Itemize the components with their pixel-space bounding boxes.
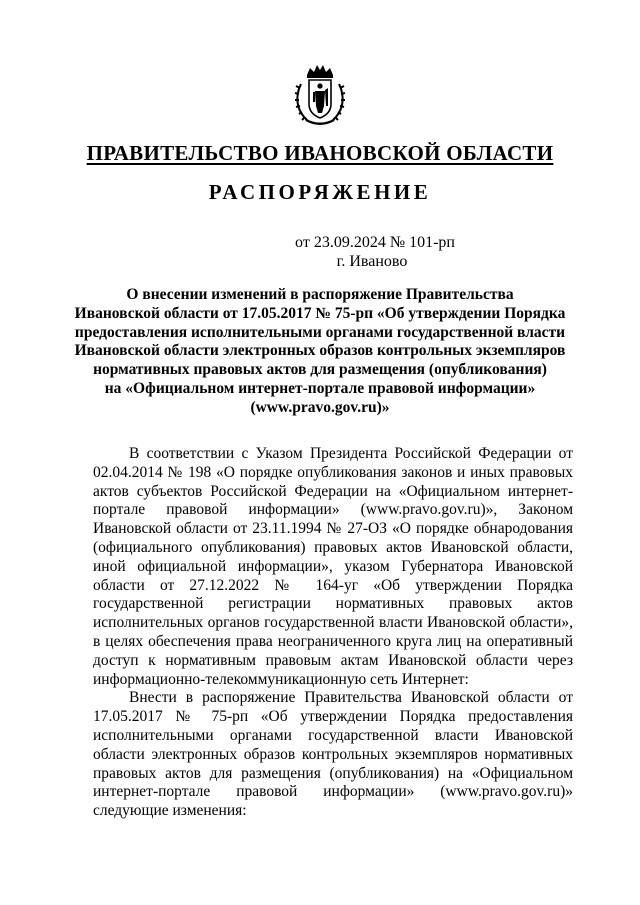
document-city: г. Иваново: [336, 253, 408, 270]
subject-line: (www.pravo.gov.ru)»: [250, 398, 390, 416]
ivanovo-coat-of-arms-icon: [293, 62, 347, 128]
subject-line: нормативных правовых актов для размещения (опубликования): [93, 361, 547, 379]
document-type: РАСПОРЯЖЕНИЕ: [208, 180, 432, 204]
document-body: [93, 445, 573, 821]
government-title: ПРАВИТЕЛЬСТВО ИВАНОВСКОЙ ОБЛАСТИ: [86, 141, 554, 165]
subject-line: О внесении изменений в распоряжение Правительства: [126, 286, 514, 303]
subject-line: предоставления исполнительными органами государственной власти: [74, 323, 566, 341]
body-paragraph: Внести в распоряжение Правительства Ивановской области от 17.05.2017 № 75-рп «Об утверждении Порядка предоставления исполнительными органами государственной власти Ивановской области электронных образов контрольных экземпляров нормативных правовых актов для размещения (опубликования) на «Официальном интернет-портале правовой информации» (www.pravo.gov.ru)» следующие изменения:: [93, 689, 573, 820]
body-paragraph: В соответствии с Указом Президента Российской Федерации от 02.04.2014 № 198 «О порядке опубликования законов и иных правовых актов субъектов Российской Федерации на «Официальном интернет-портале правовой информации» (www.pravo.gov.ru)», Законом Ивановской области от 23.11.1994 № 27-ОЗ «О порядке обнародования (официального опубликования) правовых актов Ивановской области, иной официальной информации», указом Губернатора Ивановской области от 27.12.2022 № 164-уг «Об утверждении Порядка государственной регистрации нормативных правовых актов исполнительных органов государственной власти Ивановской области», в целях обеспечения права неограниченного круга лиц на оперативный доступ к нормативным правовым актам Ивановской области через информационно-телекоммуникационную сеть Интернет:: [93, 445, 573, 688]
document-subject: [0, 286, 640, 418]
subject-line: Ивановской области от 17.05.2017 № 75-рп «Об утверждении Порядка: [74, 304, 566, 322]
subject-line: на «Официальном интернет-портале правовой информации»: [104, 379, 536, 397]
subject-line: Ивановской области электронных образов контрольных экземпляров: [74, 342, 566, 360]
document-date-number: от 23.09.2024 № 101-рп: [295, 234, 455, 251]
